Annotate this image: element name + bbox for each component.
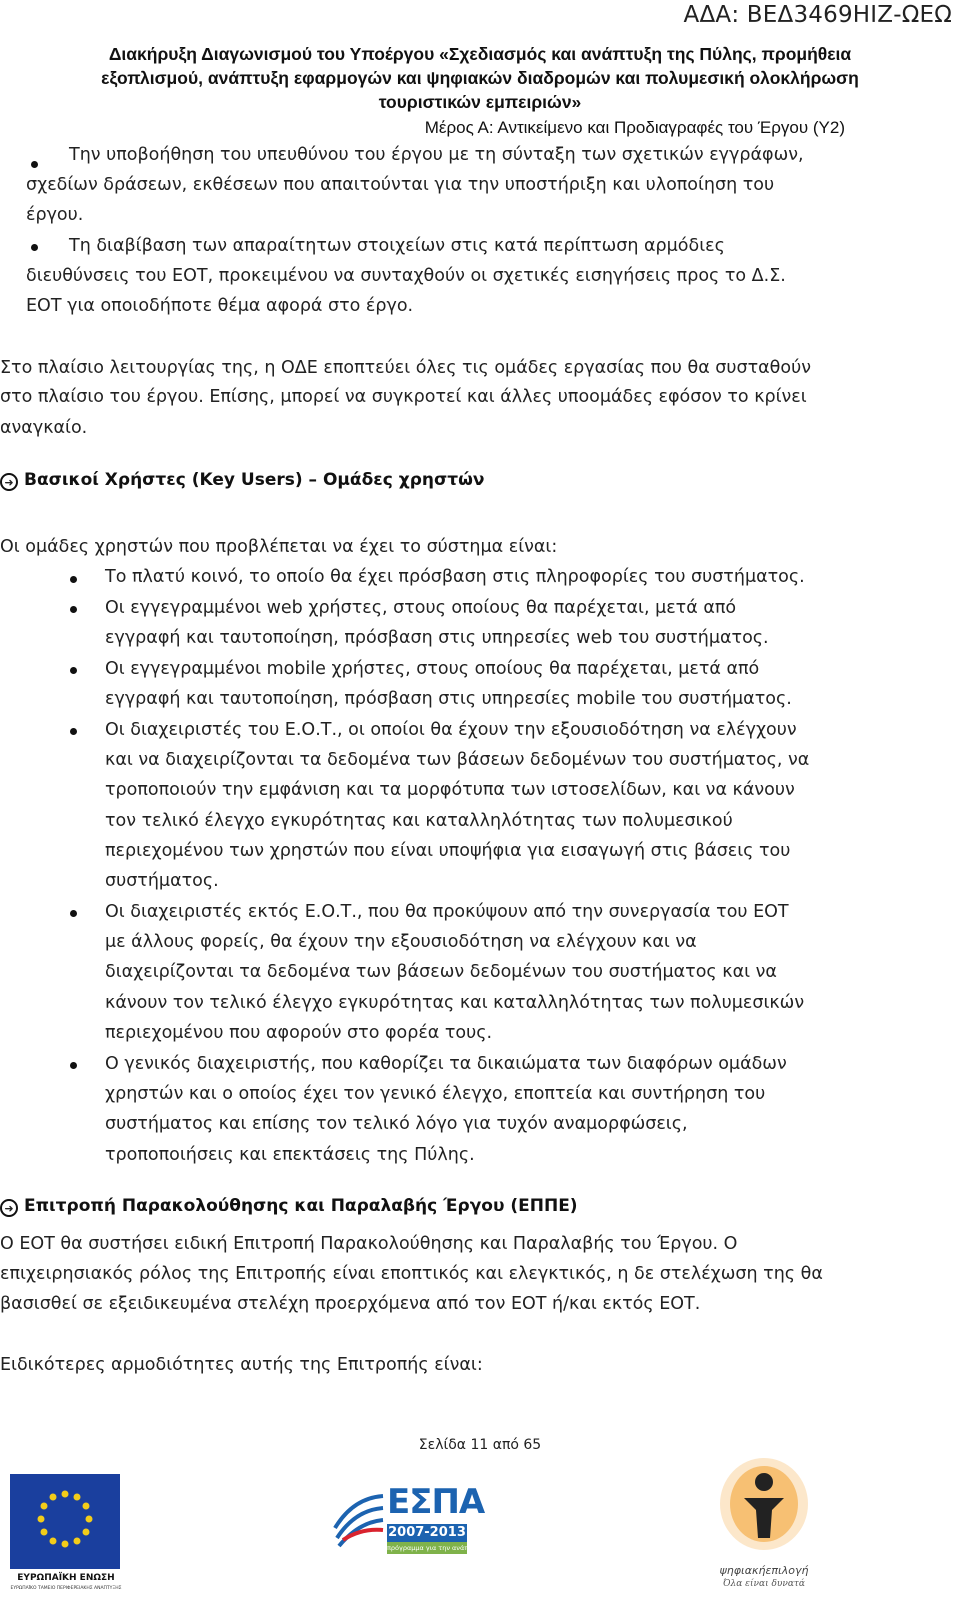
list-item-line: τροποποιήσεις και επεκτάσεις της Πύλης. [105, 1145, 475, 1165]
arrow-circle-icon: ➜ [0, 1199, 18, 1217]
list-item-line: Ο γενικός διαχειριστής, που καθορίζει τα δικαιώματα των διαφόρων ομάδων [105, 1054, 787, 1074]
digital-choice-logo [704, 1454, 824, 1604]
bullet-dot [70, 667, 77, 674]
header-title-line-1: Διακήρυξη Διαγωνισμού του Υποέργου «Σχεδιασμός και ανάπτυξη της Πύλης, προμήθεια [108, 44, 852, 64]
list-item-line: περιεχομένου που αφορούν στο φορέα τους. [105, 1023, 493, 1043]
paragraph-line: βασισθεί σε εξειδικευμένα στελέχη προερχόμενα από τον ΕΟΤ ή/και εκτός ΕΟΤ. [0, 1294, 701, 1314]
list-item-line: κάνουν τον τελικό έλεγχο εγκυρότητας και καταλληλότητας των πολυμεσικών [105, 993, 805, 1013]
list-item-line: τροποποιούν την εμφάνιση και τα μορφότυπα των ιστοσελίδων, και να κάνουν [105, 780, 795, 800]
list-item-line: Οι εγγεγραμμένοι web χρήστες, στους οποίους θα παρέχεται, μετά από [105, 598, 737, 618]
list-item-line: Την υποβοήθηση του υπευθύνου του έργου με τη σύνταξη των σχετικών εγγράφων, [69, 145, 804, 165]
list-item-line: χρηστών και ο οποίος έχει τον γενικό έλεγχο, εποπτεία και συντήρηση του [105, 1084, 766, 1104]
eu-sublabel: ΕΥΡΩΠΑΪΚΟ ΤΑΜΕΙΟ ΠΕΡΙΦΕΡΕΙΑΚΗΣ ΑΝΑΠΤΥΞΗΣ [10, 1586, 122, 1591]
espa-sublabel: πρόγραμμα για την ανάπτυξη [387, 1544, 484, 1552]
list-item-line: περιεχομένου των χρηστών που είναι υποψήφια για εισαγωγή στις βάσεις του [105, 841, 791, 861]
list-item-line: Οι διαχειριστές εκτός Ε.Ο.Τ., που θα προκύψουν από την συνεργασία του ΕΟΤ [105, 902, 789, 922]
section-heading: Επιτροπή Παρακολούθησης και Παραλαβής Έργου (ΕΠΠΕ) [24, 1196, 578, 1216]
bullet-dot [70, 1062, 77, 1069]
list-item-line: σχεδίων δράσεων, εκθέσεων που απαιτούνται για την υποστήριξη και υλοποίηση του [26, 175, 775, 195]
espa-years: 2007-2013 [388, 1525, 466, 1540]
eu-label: ΕΥΡΩΠΑΪΚΗ ΕΝΩΣΗ [17, 1573, 115, 1583]
header-subtitle: Μέρος Α: Αντικείμενο και Προδιαγραφές του Έργου (Υ2) [424, 118, 845, 137]
eu-flag-logo [10, 1474, 120, 1569]
list-item-line: εγγραφή και ταυτοποίηση, πρόσβαση στις υπηρεσίες mobile του συστήματος. [105, 689, 792, 709]
bullet-dot [70, 576, 77, 583]
digital-choice-tagline: Όλα είναι δυνατά [723, 1579, 805, 1589]
list-item-line: Οι διαχειριστές του Ε.Ο.Τ., οι οποίοι θα έχουν την εξουσιοδότηση να ελέγχουν [105, 720, 797, 740]
person-figure-icon [714, 1454, 814, 1554]
paragraph-line: Στο πλαίσιο λειτουργίας της, η ΟΔΕ εποπτεύει όλες τις ομάδες εργασίας που θα συσταθούν [0, 358, 811, 378]
bullet-dot [70, 728, 77, 735]
list-item-line: με άλλους φορείς, θα έχουν την εξουσιοδότηση να ελέγχουν και να [105, 932, 697, 952]
espa-logo [333, 1478, 485, 1574]
list-item-line: τον τελικό έλεγχο εγκυρότητας και καταλληλότητας των πολυμεσικού [105, 811, 733, 831]
paragraph-line: Ειδικότερες αρμοδιότητες αυτής της Επιτροπής είναι: [0, 1355, 483, 1375]
bullet-dot [70, 606, 77, 613]
ada-code: ΑΔΑ: ΒΕΔ3469ΗΙΖ-ΩΕΩ [683, 2, 952, 28]
arrow-circle-icon: ➜ [0, 473, 18, 491]
list-item-line: και να διαχειρίζονται τα δεδομένα των βάσεων δεδομένων του συστήματος, να [105, 750, 810, 770]
paragraph-line: Οι ομάδες χρηστών που προβλέπεται να έχει το σύστημα είναι: [0, 537, 558, 557]
list-item-line: διαχειρίζονται τα δεδομένα των βάσεων δεδομένων του συστήματος και να [105, 962, 777, 982]
paragraph-line: στο πλαίσιο του έργου. Επίσης, μπορεί να συγκροτεί και άλλες υποομάδες εφόσον το κρίνει [0, 387, 807, 407]
espa-title: ΕΣΠΑ [387, 1482, 485, 1522]
list-item-line: εγγραφή και ταυτοποίηση, πρόσβαση στις υπηρεσίες web του συστήματος. [105, 628, 769, 648]
digital-choice-label: ψηφιακήεπιλογή [719, 1564, 809, 1577]
list-item-line: ΕΟΤ για οποιοδήποτε θέμα αφορά στο έργο. [26, 296, 414, 316]
list-item-line: Το πλατύ κοινό, το οποίο θα έχει πρόσβαση στις πληροφορίες του συστήματος. [105, 567, 805, 587]
espa-waves-icon [333, 1488, 385, 1548]
page-number: Σελίδα 11 από 65 [418, 1437, 542, 1453]
eu-stars-icon [10, 1474, 120, 1569]
list-item-line: συστήματος και επίσης τον τελικό λόγο για τυχόν αναμορφώσεις, [105, 1114, 688, 1134]
list-item-line: έργου. [26, 205, 84, 225]
paragraph-line: Ο ΕΟΤ θα συστήσει ειδική Επιτροπή Παρακολούθησης και Παραλαβής του Έργου. Ο [0, 1234, 738, 1254]
list-item-line: διευθύνσεις του ΕΟΤ, προκειμένου να συνταχθούν οι σχετικές εισηγήσεις προς το Δ.Σ. [26, 266, 786, 286]
header-title-line-2: εξοπλισμού, ανάπτυξη εφαρμογών και ψηφιακών διαδρομών και πολυμεσική ολοκλήρωση [101, 68, 859, 88]
list-item-line: Οι εγγεγραμμένοι mobile χρήστες, στους οποίους θα παρέχεται, μετά από [105, 659, 760, 679]
bullet-dot [31, 161, 38, 168]
list-item-line: συστήματος. [105, 871, 219, 891]
section-heading: Βασικοί Χρήστες (Key Users) – Ομάδες χρηστών [24, 470, 485, 490]
list-item-line: Τη διαβίβαση των απαραίτητων στοιχείων στις κατά περίπτωση αρμόδιες [69, 236, 725, 256]
bullet-dot [31, 244, 38, 251]
header-title-line-3: τουριστικών εμπειριών» [378, 92, 582, 112]
paragraph-line: αναγκαίο. [0, 418, 88, 438]
paragraph-line: επιχειρησιακός ρόλος της Επιτροπής είναι εποπτικός και ελεγκτικός, η δε στελέχωση της θα [0, 1264, 823, 1284]
bullet-dot [70, 910, 77, 917]
